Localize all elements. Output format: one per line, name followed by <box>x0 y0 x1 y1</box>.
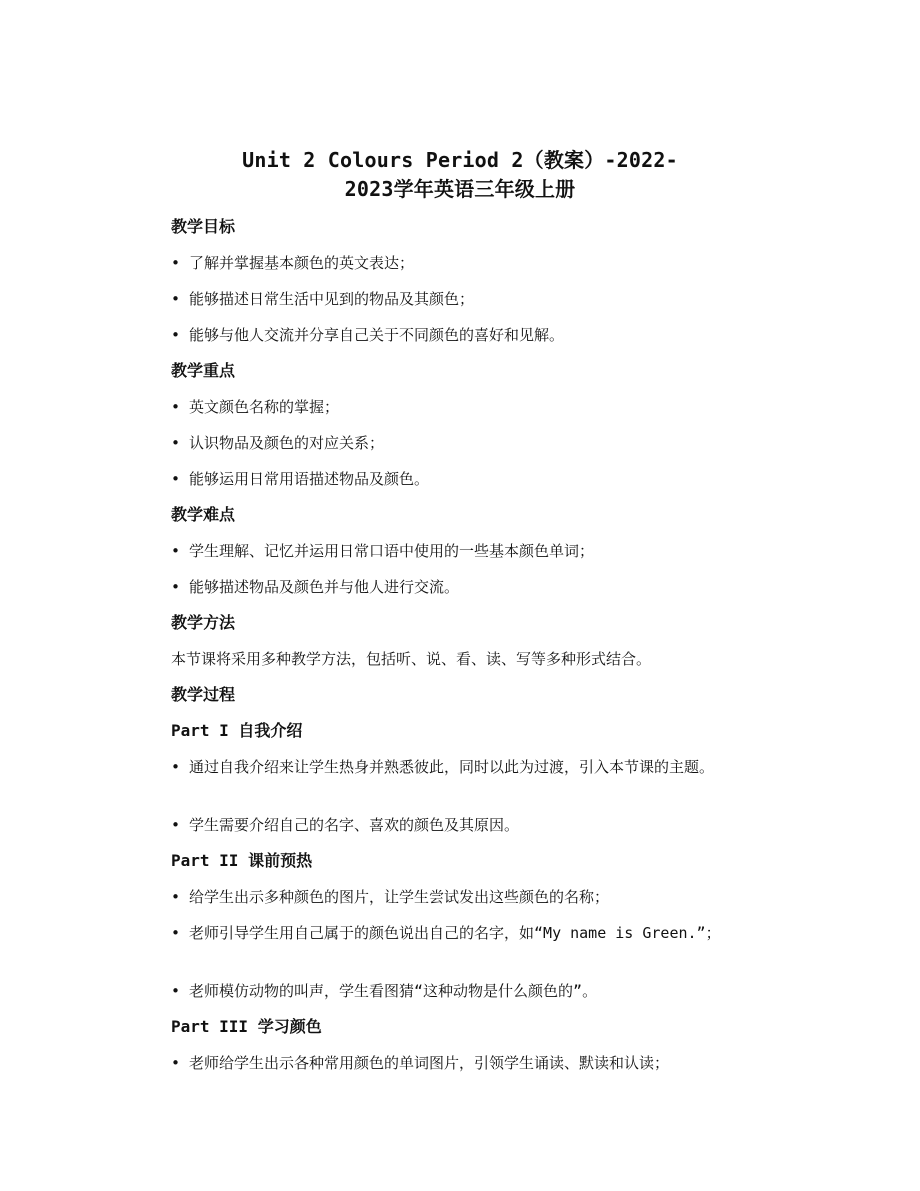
list-item <box>135 756 795 814</box>
bullet-icon: • <box>171 578 181 596</box>
list-item-text: 了解并掌握基本颜色的英文表达； <box>189 254 415 272</box>
list-item-text: 老师模仿动物的叫声，学生看图猜“这种动物是什么颜色的”。 <box>189 982 598 1000</box>
list-item <box>135 324 795 360</box>
bullet-icon: • <box>171 982 181 1000</box>
bullet-icon: • <box>171 290 181 308</box>
list-item <box>135 396 795 432</box>
title-line-2: 2023学年英语三年级上册 <box>344 177 576 201</box>
document-title <box>160 146 760 204</box>
section-heading-goals: 教学目标 <box>171 217 236 236</box>
bullet-icon: • <box>171 254 181 272</box>
methods-paragraph: 本节课将采用多种教学方法，包括听、说、看、读、写等多种形式结合。 <box>171 650 652 668</box>
list-item <box>135 432 795 468</box>
bullet-icon: • <box>171 816 181 834</box>
part-heading-1: Part I 自我介绍 <box>171 721 303 740</box>
list-item <box>135 540 795 576</box>
title-line-1: Unit 2 Colours Period 2（教案）-2022- <box>242 148 678 172</box>
bullet-icon: • <box>171 434 181 452</box>
list-item-text: 能够描述日常生活中见到的物品及其颜色； <box>189 290 475 308</box>
section-heading-methods: 教学方法 <box>171 613 236 632</box>
bullet-icon: • <box>171 1054 181 1072</box>
list-item-text: 老师引导学生用自己属于的颜色说出自己的名字，如“My name is Green.”； <box>189 924 721 942</box>
list-item-text: 给学生出示多种颜色的图片，让学生尝试发出这些颜色的名称； <box>189 888 610 906</box>
list-item <box>135 980 795 1016</box>
list-item-text: 能够运用日常用语描述物品及颜色。 <box>189 470 430 488</box>
list-item <box>135 1052 795 1088</box>
list-item <box>135 922 795 980</box>
part-heading-3: Part III 学习颜色 <box>171 1017 322 1036</box>
list-item <box>135 576 795 612</box>
list-item-text: 认识物品及颜色的对应关系； <box>189 434 385 452</box>
bullet-icon: • <box>171 470 181 488</box>
document-body <box>135 216 795 1088</box>
section-heading-process: 教学过程 <box>171 685 236 704</box>
bullet-icon: • <box>171 542 181 560</box>
list-item <box>135 468 795 504</box>
bullet-icon: • <box>171 888 181 906</box>
section-heading-difficulties: 教学难点 <box>171 505 236 524</box>
section-heading-key-points: 教学重点 <box>171 361 236 380</box>
part-heading-2: Part II 课前预热 <box>171 851 313 870</box>
bullet-icon: • <box>171 398 181 416</box>
list-item-text: 能够与他人交流并分享自己关于不同颜色的喜好和见解。 <box>189 326 565 344</box>
list-item-text: 老师给学生出示各种常用颜色的单词图片，引领学生诵读、默读和认读； <box>189 1054 670 1072</box>
list-item-text: 能够描述物品及颜色并与他人进行交流。 <box>189 578 460 596</box>
list-item <box>135 252 795 288</box>
list-item-text: 学生需要介绍自己的名字、喜欢的颜色及其原因。 <box>189 816 520 834</box>
list-item-text: 英文颜色名称的掌握； <box>189 398 340 416</box>
bullet-icon: • <box>171 924 181 942</box>
list-item <box>135 886 795 922</box>
bullet-icon: • <box>171 758 181 776</box>
bullet-icon: • <box>171 326 181 344</box>
list-item-text: 学生理解、记忆并运用日常口语中使用的一些基本颜色单词； <box>189 542 595 560</box>
list-item <box>135 288 795 324</box>
list-item-text: 通过自我介绍来让学生热身并熟悉彼此，同时以此为过渡，引入本节课的主题。 <box>189 758 715 776</box>
list-item <box>135 814 795 850</box>
